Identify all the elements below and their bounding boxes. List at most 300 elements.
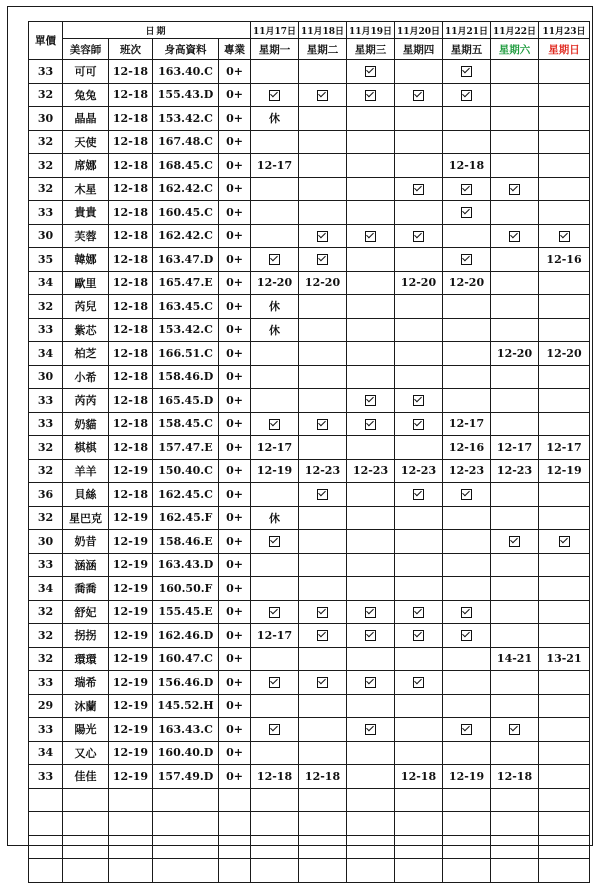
empty-table-row	[29, 835, 590, 859]
checkbox-checked-icon	[413, 395, 424, 406]
schedule-day-cell	[395, 671, 443, 695]
schedule-day-cell	[443, 389, 491, 413]
checkbox-checked-icon	[365, 419, 376, 430]
schedule-day-cell	[539, 107, 590, 131]
schedule-day-cell	[347, 271, 395, 295]
checkbox-checked-icon	[509, 231, 520, 242]
shift-cell: 12-18	[109, 130, 153, 154]
shift-cell: 12-18	[109, 248, 153, 272]
checkbox-checked-icon	[461, 254, 472, 265]
schedule-day-cell: 12-18	[299, 765, 347, 789]
schedule-day-cell	[395, 248, 443, 272]
height-info-cell: 163.47.D	[153, 248, 219, 272]
schedule-day-cell	[347, 130, 395, 154]
shift-cell: 12-18	[109, 60, 153, 84]
schedule-day-cell: 12-20	[395, 271, 443, 295]
stylist-name-cell: 星巴克	[63, 506, 109, 530]
schedule-day-cell	[443, 365, 491, 389]
schedule-day-cell	[251, 694, 299, 718]
table-row	[29, 765, 590, 789]
schedule-day-cell	[347, 530, 395, 554]
height-info-cell: 158.45.C	[153, 412, 219, 436]
checkbox-checked-icon	[365, 231, 376, 242]
schedule-day-cell	[443, 318, 491, 342]
checkbox-checked-icon	[317, 90, 328, 101]
schedule-day-cell	[299, 318, 347, 342]
checkbox-checked-icon	[413, 630, 424, 641]
empty-table-row	[29, 812, 590, 836]
empty-cell	[347, 812, 395, 836]
shift-cell: 12-19	[109, 718, 153, 742]
shift-cell: 12-18	[109, 201, 153, 225]
empty-cell	[347, 859, 395, 883]
checkbox-checked-icon	[413, 231, 424, 242]
specialty-cell: 0+	[219, 718, 251, 742]
schedule-day-cell	[443, 483, 491, 507]
shift-cell: 12-18	[109, 483, 153, 507]
schedule-day-cell	[539, 741, 590, 765]
schedule-day-cell	[395, 83, 443, 107]
schedule-day-cell	[299, 342, 347, 366]
shift-header: 班次	[109, 39, 153, 60]
table-row	[29, 530, 590, 554]
schedule-day-cell	[539, 694, 590, 718]
schedule-day-cell	[299, 107, 347, 131]
schedule-day-cell	[251, 600, 299, 624]
schedule-day-cell	[251, 741, 299, 765]
schedule-day-cell	[347, 624, 395, 648]
checkbox-checked-icon	[365, 724, 376, 735]
schedule-day-cell	[299, 224, 347, 248]
schedule-day-cell	[491, 107, 539, 131]
checkbox-checked-icon	[461, 489, 472, 500]
shift-cell: 12-18	[109, 295, 153, 319]
rating-cell: 30	[29, 530, 63, 554]
rating-header: 單價	[29, 22, 63, 60]
header-row-dates	[29, 22, 590, 39]
rating-cell: 34	[29, 342, 63, 366]
schedule-day-cell	[443, 83, 491, 107]
empty-cell	[395, 812, 443, 836]
schedule-day-cell	[395, 530, 443, 554]
specialty-cell: 0+	[219, 83, 251, 107]
stylist-name-cell: 天使	[63, 130, 109, 154]
empty-cell	[491, 835, 539, 859]
empty-cell	[109, 812, 153, 836]
empty-cell	[299, 812, 347, 836]
schedule-day-cell	[395, 647, 443, 671]
schedule-day-cell: 12-18	[443, 154, 491, 178]
schedule-day-cell: 12-17	[251, 436, 299, 460]
schedule-day-cell	[395, 718, 443, 742]
empty-cell	[443, 859, 491, 883]
empty-cell	[153, 812, 219, 836]
schedule-day-cell	[539, 624, 590, 648]
schedule-day-cell: 12-17	[539, 436, 590, 460]
shift-cell: 12-19	[109, 671, 153, 695]
schedule-day-cell	[443, 248, 491, 272]
shift-cell: 12-18	[109, 107, 153, 131]
empty-cell	[63, 835, 109, 859]
schedule-day-cell	[347, 647, 395, 671]
height-info-cell: 158.46.E	[153, 530, 219, 554]
height-info-cell: 163.43.D	[153, 553, 219, 577]
rating-cell: 32	[29, 130, 63, 154]
height-info-cell: 163.45.C	[153, 295, 219, 319]
specialty-cell: 0+	[219, 694, 251, 718]
schedule-day-cell	[395, 506, 443, 530]
schedule-day-cell	[347, 718, 395, 742]
rating-cell: 32	[29, 624, 63, 648]
date-header: 11月20日	[395, 22, 443, 39]
empty-cell	[29, 859, 63, 883]
schedule-day-cell	[491, 530, 539, 554]
table-row	[29, 600, 590, 624]
schedule-day-cell: 12-18	[491, 765, 539, 789]
height-info-cell: 163.40.C	[153, 60, 219, 84]
rating-cell: 33	[29, 318, 63, 342]
checkbox-checked-icon	[365, 395, 376, 406]
schedule-day-cell: 12-18	[395, 765, 443, 789]
checkbox-checked-icon	[317, 231, 328, 242]
rating-cell: 30	[29, 224, 63, 248]
date-header: 11月23日	[539, 22, 590, 39]
shift-cell: 12-19	[109, 577, 153, 601]
schedule-day-cell	[299, 741, 347, 765]
checkbox-checked-icon	[365, 677, 376, 688]
height-info-cell: 160.45.C	[153, 201, 219, 225]
checkbox-checked-icon	[317, 419, 328, 430]
rating-cell: 33	[29, 671, 63, 695]
specialty-cell: 0+	[219, 177, 251, 201]
schedule-day-cell	[395, 201, 443, 225]
stylist-name-cell: 棋棋	[63, 436, 109, 460]
schedule-day-cell	[251, 530, 299, 554]
specialty-cell: 0+	[219, 271, 251, 295]
specialty-cell: 0+	[219, 412, 251, 436]
empty-table-row	[29, 788, 590, 812]
schedule-day-cell	[539, 506, 590, 530]
schedule-day-cell: 12-19	[443, 765, 491, 789]
checkbox-checked-icon	[413, 607, 424, 618]
schedule-day-cell: 12-20	[491, 342, 539, 366]
schedule-day-cell	[491, 201, 539, 225]
height-info-cell: 165.47.E	[153, 271, 219, 295]
checkbox-checked-icon	[269, 724, 280, 735]
height-info-cell: 162.46.D	[153, 624, 219, 648]
checkbox-checked-icon	[461, 66, 472, 77]
schedule-day-cell: 12-17	[251, 624, 299, 648]
specialty-cell: 0+	[219, 741, 251, 765]
empty-cell	[347, 788, 395, 812]
schedule-day-cell	[347, 389, 395, 413]
empty-cell	[539, 812, 590, 836]
rating-cell: 36	[29, 483, 63, 507]
checkbox-checked-icon	[413, 184, 424, 195]
schedule-day-cell: 12-23	[347, 459, 395, 483]
schedule-day-cell	[395, 177, 443, 201]
schedule-day-cell	[443, 600, 491, 624]
shift-cell: 12-18	[109, 224, 153, 248]
schedule-day-cell	[491, 83, 539, 107]
specialty-cell: 0+	[219, 530, 251, 554]
schedule-day-cell	[539, 389, 590, 413]
stylist-name-cell: 柏芝	[63, 342, 109, 366]
schedule-day-cell	[443, 671, 491, 695]
table-row	[29, 389, 590, 413]
schedule-day-cell	[347, 248, 395, 272]
height-info-cell: 160.50.F	[153, 577, 219, 601]
empty-cell	[491, 812, 539, 836]
checkbox-checked-icon	[559, 536, 570, 547]
checkbox-checked-icon	[461, 607, 472, 618]
stylist-name-cell: 韓娜	[63, 248, 109, 272]
schedule-day-cell	[347, 577, 395, 601]
specialty-cell: 0+	[219, 624, 251, 648]
specialty-cell: 0+	[219, 60, 251, 84]
height-info-cell: 153.42.C	[153, 318, 219, 342]
schedule-day-cell	[443, 624, 491, 648]
schedule-day-cell: 休	[251, 318, 299, 342]
checkbox-checked-icon	[413, 677, 424, 688]
height-info-cell: 150.40.C	[153, 459, 219, 483]
height-info-cell: 160.47.C	[153, 647, 219, 671]
schedule-day-cell	[491, 412, 539, 436]
checkbox-checked-icon	[461, 90, 472, 101]
table-row	[29, 342, 590, 366]
schedule-day-cell: 休	[251, 295, 299, 319]
checkbox-checked-icon	[269, 254, 280, 265]
checkbox-checked-icon	[509, 184, 520, 195]
rating-cell: 32	[29, 436, 63, 460]
table-row	[29, 624, 590, 648]
checkbox-checked-icon	[559, 231, 570, 242]
schedule-day-cell	[299, 201, 347, 225]
schedule-day-cell	[395, 342, 443, 366]
table-row	[29, 224, 590, 248]
rating-cell: 33	[29, 389, 63, 413]
weekday-header: 星期一	[251, 39, 299, 60]
shift-cell: 12-19	[109, 553, 153, 577]
empty-cell	[63, 859, 109, 883]
schedule-day-cell	[443, 224, 491, 248]
specialty-cell: 0+	[219, 318, 251, 342]
shift-cell: 12-18	[109, 318, 153, 342]
empty-cell	[395, 859, 443, 883]
rating-cell: 33	[29, 412, 63, 436]
schedule-day-cell: 12-20	[539, 342, 590, 366]
stylist-name-cell: 貴貴	[63, 201, 109, 225]
schedule-day-cell	[395, 412, 443, 436]
schedule-day-cell	[299, 530, 347, 554]
checkbox-checked-icon	[413, 489, 424, 500]
schedule-day-cell	[491, 271, 539, 295]
schedule-day-cell	[539, 671, 590, 695]
schedule-day-cell	[395, 154, 443, 178]
empty-cell	[251, 835, 299, 859]
empty-cell	[539, 788, 590, 812]
stylist-name-cell: 歐里	[63, 271, 109, 295]
schedule-day-cell	[251, 130, 299, 154]
schedule-day-cell: 12-23	[395, 459, 443, 483]
stylist-name-cell: 可可	[63, 60, 109, 84]
schedule-day-cell	[491, 318, 539, 342]
table-row	[29, 107, 590, 131]
schedule-day-cell	[395, 60, 443, 84]
schedule-day-cell	[299, 506, 347, 530]
specialty-cell: 0+	[219, 154, 251, 178]
shift-cell: 12-18	[109, 83, 153, 107]
date-header: 11月17日	[251, 22, 299, 39]
date-header: 11月18日	[299, 22, 347, 39]
stylist-name-cell: 沐蘭	[63, 694, 109, 718]
schedule-day-cell	[347, 342, 395, 366]
schedule-day-cell	[299, 412, 347, 436]
schedule-day-cell	[491, 130, 539, 154]
table-row	[29, 295, 590, 319]
empty-table-row	[29, 859, 590, 883]
empty-cell	[539, 859, 590, 883]
height-info-cell: 162.42.C	[153, 224, 219, 248]
schedule-day-cell	[251, 342, 299, 366]
specialty-cell: 0+	[219, 295, 251, 319]
schedule-day-cell	[491, 483, 539, 507]
stylist-name-cell: 喬喬	[63, 577, 109, 601]
shift-cell: 12-18	[109, 271, 153, 295]
checkbox-checked-icon	[317, 677, 328, 688]
height-info-cell: 162.42.C	[153, 177, 219, 201]
schedule-day-cell	[347, 436, 395, 460]
checkbox-checked-icon	[317, 254, 328, 265]
height-info-cell: 156.46.D	[153, 671, 219, 695]
schedule-day-cell	[491, 295, 539, 319]
rating-cell: 30	[29, 107, 63, 131]
schedule-day-cell	[539, 318, 590, 342]
stylist-name-cell: 小希	[63, 365, 109, 389]
schedule-day-cell	[443, 130, 491, 154]
specialty-cell: 0+	[219, 647, 251, 671]
schedule-day-cell	[299, 483, 347, 507]
shift-cell: 12-19	[109, 647, 153, 671]
schedule-day-cell	[539, 483, 590, 507]
schedule-day-cell	[299, 248, 347, 272]
schedule-day-cell	[395, 600, 443, 624]
checkbox-checked-icon	[461, 724, 472, 735]
specialty-cell: 0+	[219, 765, 251, 789]
empty-cell	[153, 835, 219, 859]
schedule-day-cell	[491, 389, 539, 413]
shift-cell: 12-19	[109, 600, 153, 624]
schedule-day-cell	[299, 83, 347, 107]
schedule-day-cell	[251, 577, 299, 601]
empty-cell	[219, 788, 251, 812]
weekday-header-saturday: 星期六	[491, 39, 539, 60]
empty-cell	[347, 835, 395, 859]
schedule-day-cell	[299, 600, 347, 624]
empty-cell	[109, 835, 153, 859]
rating-cell: 32	[29, 83, 63, 107]
schedule-day-cell	[539, 600, 590, 624]
schedule-day-cell: 休	[251, 506, 299, 530]
schedule-day-cell	[347, 412, 395, 436]
stylist-name-cell: 席娜	[63, 154, 109, 178]
height-info-cell: 155.43.D	[153, 83, 219, 107]
schedule-day-cell	[347, 741, 395, 765]
schedule-day-cell	[347, 224, 395, 248]
schedule-day-cell	[539, 412, 590, 436]
schedule-day-cell	[347, 553, 395, 577]
schedule-day-cell	[443, 295, 491, 319]
schedule-day-cell: 12-20	[443, 271, 491, 295]
weekday-header-sunday: 星期日	[539, 39, 590, 60]
schedule-day-cell	[491, 718, 539, 742]
rating-cell: 33	[29, 553, 63, 577]
empty-cell	[251, 788, 299, 812]
schedule-day-cell	[299, 577, 347, 601]
table-row	[29, 177, 590, 201]
shift-cell: 12-19	[109, 694, 153, 718]
shift-cell: 12-19	[109, 459, 153, 483]
header-row-columns	[29, 39, 590, 60]
height-info-cell: 160.40.D	[153, 741, 219, 765]
schedule-day-cell	[395, 741, 443, 765]
schedule-day-cell	[395, 107, 443, 131]
specialty-header: 專業	[219, 39, 251, 60]
schedule-day-cell	[539, 295, 590, 319]
schedule-day-cell	[491, 577, 539, 601]
table-row	[29, 694, 590, 718]
schedule-day-cell	[251, 365, 299, 389]
table-row	[29, 741, 590, 765]
checkbox-checked-icon	[317, 607, 328, 618]
schedule-day-cell	[395, 483, 443, 507]
height-info-cell: 162.45.F	[153, 506, 219, 530]
schedule-day-cell	[299, 295, 347, 319]
schedule-day-cell: 14-21	[491, 647, 539, 671]
checkbox-checked-icon	[269, 536, 280, 547]
empty-cell	[219, 812, 251, 836]
empty-cell	[109, 788, 153, 812]
schedule-day-cell	[395, 130, 443, 154]
height-info-cell: 167.48.C	[153, 130, 219, 154]
weekday-header: 星期二	[299, 39, 347, 60]
stylist-name-cell: 又心	[63, 741, 109, 765]
specialty-cell: 0+	[219, 506, 251, 530]
schedule-day-cell	[395, 436, 443, 460]
height-info-header: 身高資料	[153, 39, 219, 60]
schedule-day-cell: 12-16	[443, 436, 491, 460]
rating-cell: 33	[29, 60, 63, 84]
empty-cell	[29, 788, 63, 812]
shift-cell: 12-19	[109, 506, 153, 530]
schedule-day-cell	[299, 436, 347, 460]
checkbox-checked-icon	[461, 184, 472, 195]
empty-cell	[63, 788, 109, 812]
schedule-day-cell	[443, 107, 491, 131]
height-info-cell: 157.47.E	[153, 436, 219, 460]
schedule-day-cell	[395, 694, 443, 718]
schedule-day-cell	[443, 342, 491, 366]
schedule-day-cell	[299, 647, 347, 671]
schedule-day-cell: 12-17	[443, 412, 491, 436]
schedule-day-cell	[539, 365, 590, 389]
rating-cell: 32	[29, 600, 63, 624]
schedule-day-cell	[299, 553, 347, 577]
schedule-day-cell	[443, 553, 491, 577]
empty-cell	[63, 812, 109, 836]
checkbox-checked-icon	[365, 66, 376, 77]
rating-cell: 32	[29, 177, 63, 201]
